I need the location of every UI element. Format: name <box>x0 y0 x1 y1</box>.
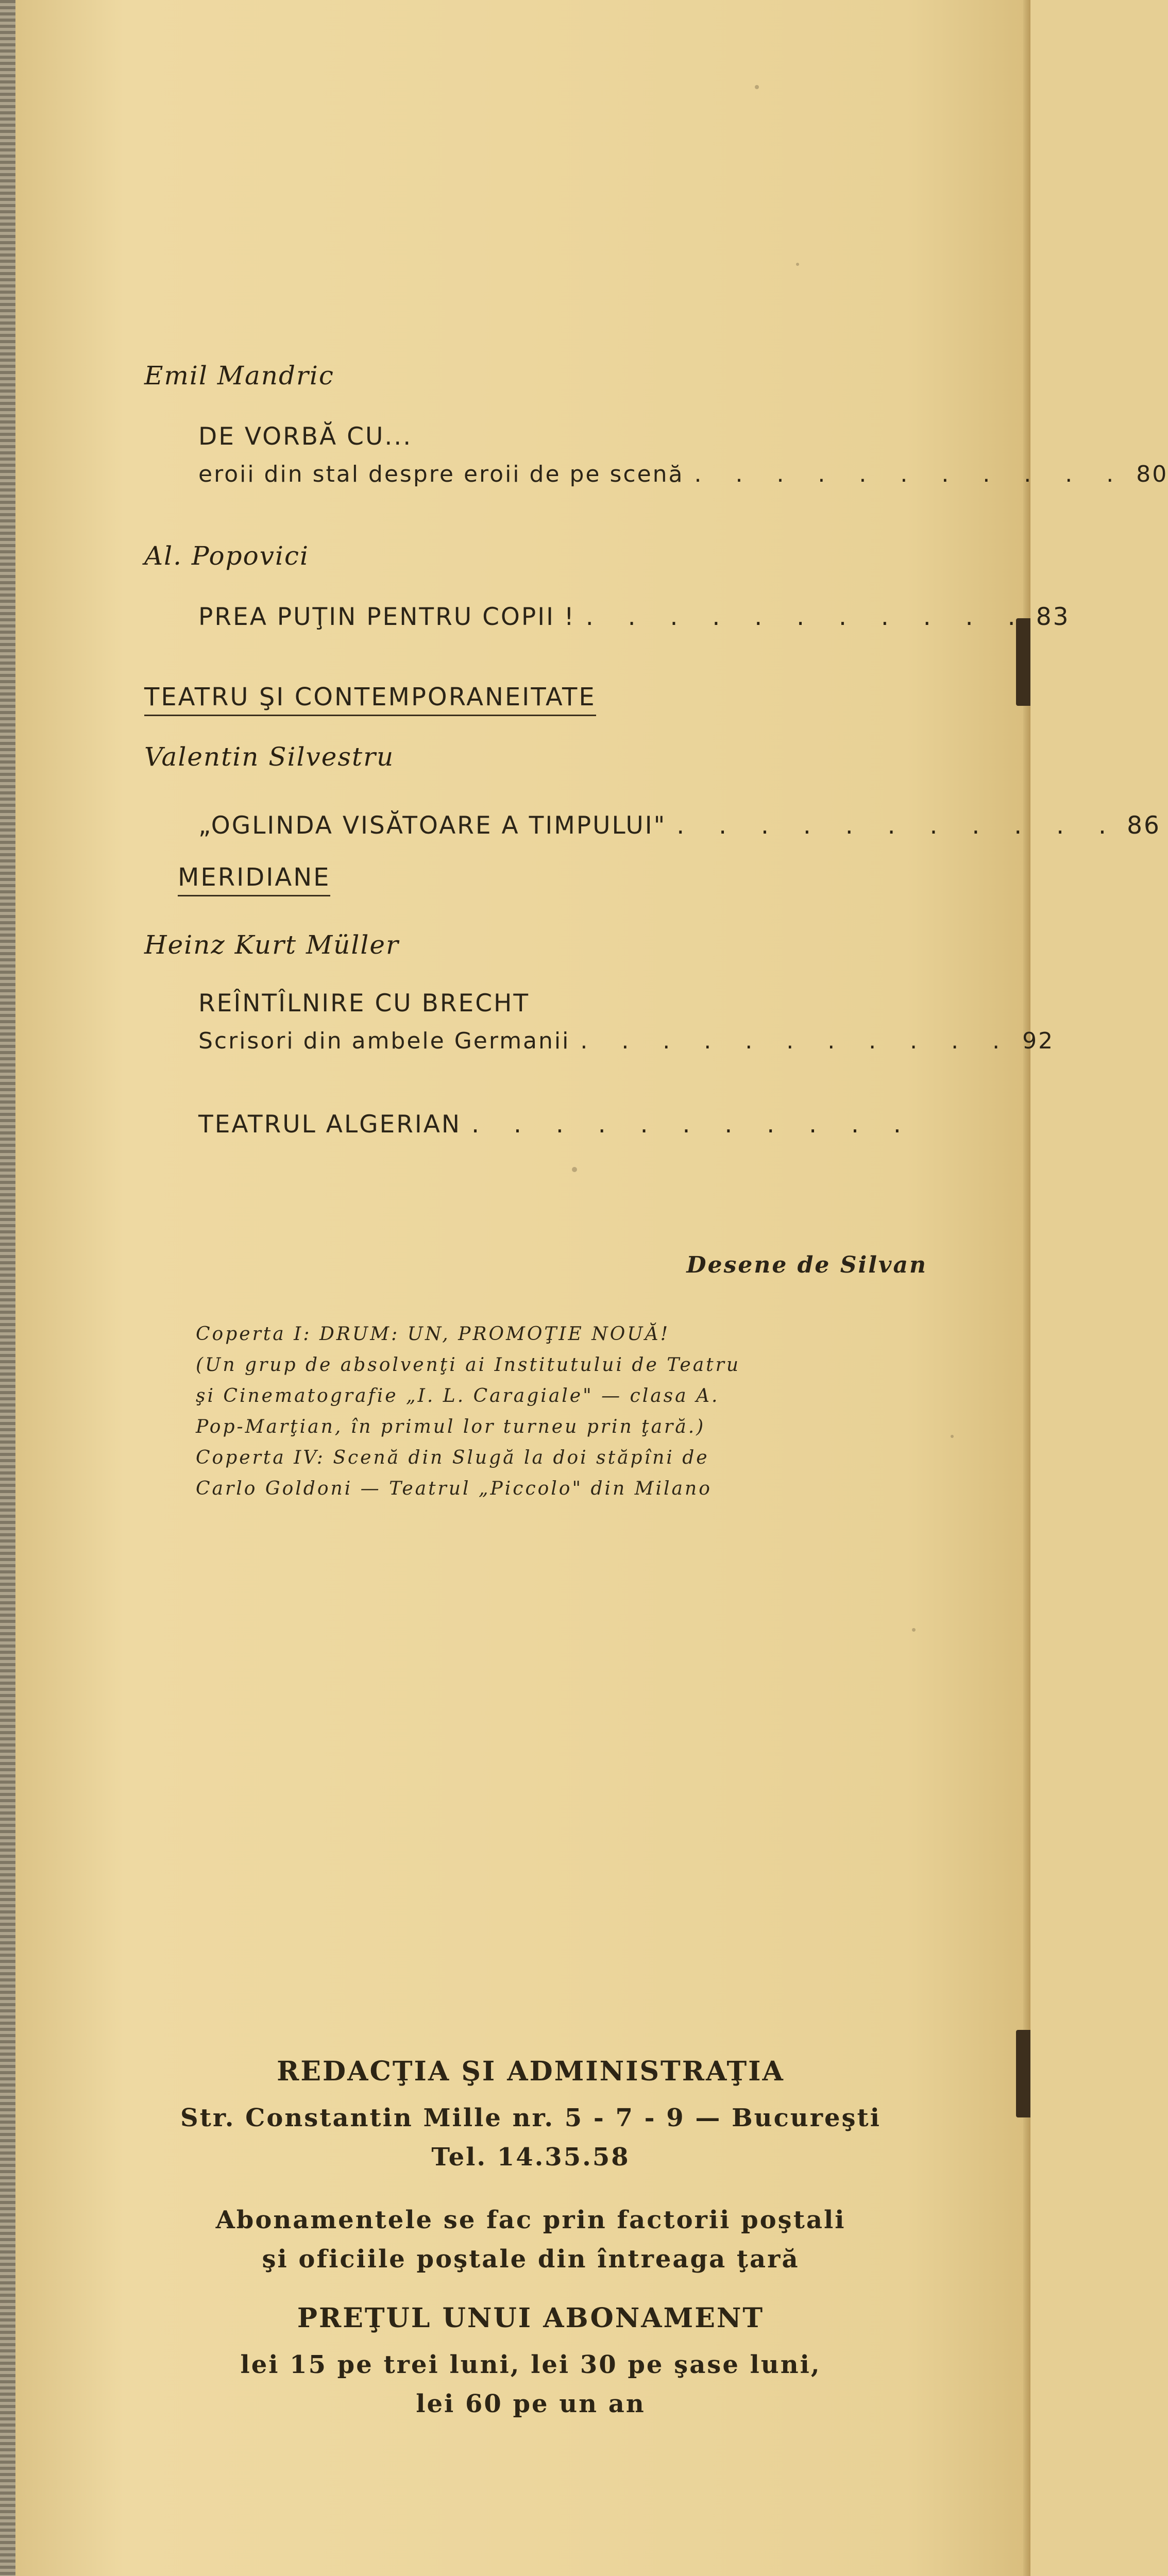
caption-line: Carlo Goldoni — Teatrul „Piccolo" din Milano <box>196 1478 712 1499</box>
price-heading: PREŢUL UNUI ABONAMENT <box>297 2302 765 2334</box>
price-line: lei 60 pe un an <box>416 2389 646 2418</box>
toc-subtitle: Scrisori din ambele Germanii <box>198 1028 570 1054</box>
binding-edge <box>0 0 15 2576</box>
footer-address: Str. Constantin Mille nr. 5 - 7 - 9 — Bucureşti <box>180 2104 881 2132</box>
drawings-credit: Desene de Silvan <box>686 1252 927 1278</box>
caption-line: (Un grup de absolvenţi ai Institutului de Teatru <box>196 1354 741 1376</box>
toc-leader: . . . . . . . . . . . <box>580 1028 1013 1054</box>
cover-caption <box>196 1319 938 1504</box>
price-line: lei 15 pe trei luni, lei 30 pe şase luni, <box>240 2350 821 2379</box>
toc-leader: . . . . . . . . . . . <box>694 461 1127 487</box>
paper-speck <box>951 1435 954 1438</box>
footer-heading: REDACŢIA ŞI ADMINISTRAŢIA <box>277 2056 785 2087</box>
toc-title <box>198 422 930 451</box>
toc-title-text: DE VORBĂ CU... <box>198 422 413 451</box>
toc-author: Emil Mandric <box>144 361 334 391</box>
editorial-footer <box>129 2056 933 2424</box>
toc-title-text: REÎNTÎLNIRE CU BRECHT <box>198 989 530 1018</box>
section-heading: MERIDIANE <box>178 863 330 896</box>
footer-phone: Tel. 14.35.58 <box>431 2143 630 2172</box>
subscription-line: Abonamentele se fac prin factorii poştali <box>215 2206 846 2234</box>
toc-title-text: TEATRUL ALGERIAN <box>198 1110 462 1139</box>
page-tab-mark <box>1016 2030 1030 2117</box>
toc-page-number: 83 <box>1036 603 1070 631</box>
toc-title-text: „OGLINDA VISĂTOARE A TIMPULUI" <box>198 811 667 840</box>
toc-author: Al. Popovici <box>144 541 309 571</box>
toc-title <box>198 989 930 1018</box>
toc-entry[interactable] <box>198 811 1161 840</box>
toc-entry[interactable] <box>198 1028 1055 1054</box>
toc-subtitle: eroii din stal despre eroii de pe scenă <box>198 461 684 487</box>
toc-leader: . . . . . . . . . . . <box>585 603 1029 631</box>
toc-entry[interactable] <box>198 1110 930 1139</box>
toc-author: Valentin Silvestru <box>144 742 395 772</box>
paper-speck <box>796 263 799 266</box>
caption-line: Pop-Marţian, în primul lor turneu prin ţară.) <box>196 1416 706 1437</box>
caption-line: Coperta IV: Scenă din Slugă la doi stăpîni de <box>196 1447 709 1468</box>
toc-title-text: PREA PUŢIN PENTRU COPII ! <box>198 603 575 631</box>
paper-speck <box>912 1628 916 1632</box>
page-tab-mark <box>1016 618 1030 706</box>
paper-speck <box>755 85 759 89</box>
toc-page-number: 86 <box>1127 811 1161 840</box>
toc-leader: . . . . . . . . . . . <box>471 1110 915 1139</box>
caption-line: Coperta I: DRUM: UN, PROMOŢIE NOUĂ! <box>196 1324 670 1345</box>
toc-page-number: 80 <box>1136 461 1168 487</box>
toc-page-number: 92 <box>1022 1028 1055 1054</box>
page-right-edge <box>1023 0 1030 2576</box>
subscription-line: şi oficiile poştale din întreaga ţară <box>262 2245 800 2274</box>
toc-leader: . . . . . . . . . . . <box>676 811 1120 840</box>
paper-speck <box>572 1167 577 1172</box>
toc-entry[interactable] <box>198 603 1070 631</box>
toc-author: Heinz Kurt Müller <box>144 930 399 960</box>
section-heading: TEATRU ŞI CONTEMPORANEITATE <box>144 683 596 716</box>
caption-line: şi Cinematografie „I. L. Caragiale" — clasa A. <box>196 1385 720 1406</box>
toc-entry[interactable] <box>198 461 1168 487</box>
